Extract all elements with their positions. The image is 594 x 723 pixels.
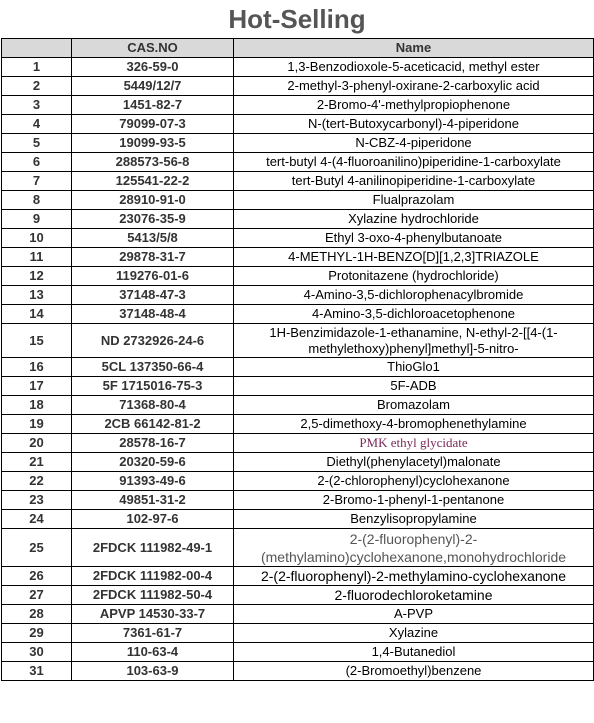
row-name: Bromazolam [234,396,594,415]
table-row [2,286,594,305]
row-name: N-(tert-Butoxycarbonyl)-4-piperidone [234,115,594,134]
row-number: 7 [2,172,72,191]
row-name: A-PVP [234,605,594,624]
row-name: 2,5-dimethoxy-4-bromophenethylamine [234,415,594,434]
row-number: 26 [2,567,72,586]
row-name: Protonitazene (hydrochloride) [234,267,594,286]
table-row [2,491,594,510]
row-cas-no: 7361-61-7 [72,624,234,643]
row-cas-no: 5413/5/8 [72,229,234,248]
row-cas-no: 102-97-6 [72,510,234,529]
row-number: 29 [2,624,72,643]
row-cas-no: 23076-35-9 [72,210,234,229]
table-row [2,453,594,472]
row-cas-no: 37148-48-4 [72,305,234,324]
row-name: PMK ethyl glycidate [234,434,594,453]
table-row [2,210,594,229]
row-number: 30 [2,643,72,662]
row-name: 2-(2-chlorophenyl)cyclohexanone [234,472,594,491]
table-row [2,510,594,529]
row-name: Ethyl 3-oxo-4-phenylbutanoate [234,229,594,248]
table-row [2,305,594,324]
row-cas-no: 103-63-9 [72,662,234,681]
table-row [2,324,594,358]
table-row [2,472,594,491]
row-name: 2-fluorodechloroketamine [234,586,594,605]
row-cas-no: 125541-22-2 [72,172,234,191]
page-title: Hot-Selling [228,3,366,34]
row-number: 1 [2,58,72,77]
table-row [2,396,594,415]
row-cas-no: 49851-31-2 [72,491,234,510]
table-row [2,229,594,248]
table-row [2,77,594,96]
table-row [2,191,594,210]
row-number: 14 [2,305,72,324]
row-number: 18 [2,396,72,415]
table-row [2,529,594,567]
row-number: 9 [2,210,72,229]
row-number: 28 [2,605,72,624]
table-row [2,434,594,453]
table-row [2,115,594,134]
row-name: tert-Butyl 4-anilinopiperidine-1-carboxylate [234,172,594,191]
table-row [2,377,594,396]
row-name: 2-Bromo-4'-methylpropiophenone [234,96,594,115]
header-number [2,39,72,58]
table-row [2,643,594,662]
row-cas-no: 29878-31-7 [72,248,234,267]
row-name: 2-(2-fluorophenyl)-2-(methylamino)cyclohexanone,monohydrochloride [234,529,594,567]
row-number: 5 [2,134,72,153]
row-cas-no: 5449/12/7 [72,77,234,96]
row-number: 4 [2,115,72,134]
row-cas-no: 28578-16-7 [72,434,234,453]
table-row [2,96,594,115]
row-name: 2-(2-fluorophenyl)-2-methylamino-cyclohexanone [234,567,594,586]
row-name: Flualprazolam [234,191,594,210]
row-cas-no: 110-63-4 [72,643,234,662]
row-number: 24 [2,510,72,529]
row-number: 15 [2,324,72,358]
table-row [2,586,594,605]
row-name: Xylazine [234,624,594,643]
row-number: 31 [2,662,72,681]
row-number: 3 [2,96,72,115]
table-row [2,605,594,624]
header-name: Name [234,39,594,58]
table-row [2,358,594,377]
row-number: 11 [2,248,72,267]
row-number: 27 [2,586,72,605]
row-name: (2-Bromoethyl)benzene [234,662,594,681]
row-cas-no: 119276-01-6 [72,267,234,286]
row-number: 16 [2,358,72,377]
product-table [1,38,594,681]
row-cas-no: 37148-47-3 [72,286,234,305]
row-number: 20 [2,434,72,453]
row-cas-no: 326-59-0 [72,58,234,77]
row-cas-no: 2FDCK 111982-49-1 [72,529,234,567]
row-number: 19 [2,415,72,434]
row-name: 1,3-Benzodioxole-5-aceticacid, methyl ester [234,58,594,77]
row-cas-no: ND 2732926-24-6 [72,324,234,358]
row-number: 2 [2,77,72,96]
row-number: 22 [2,472,72,491]
row-cas-no: 2FDCK 111982-00-4 [72,567,234,586]
table-header-row [2,39,594,58]
table-row [2,662,594,681]
row-name: 2-methyl-3-phenyl-oxirane-2-carboxylic acid [234,77,594,96]
row-number: 12 [2,267,72,286]
row-cas-no: 91393-49-6 [72,472,234,491]
row-number: 25 [2,529,72,567]
row-name: 1H-Benzimidazole-1-ethanamine, N-ethyl-2-[[4-(1-methylethoxy)phenyl]methyl]-5-nitro- [234,324,594,358]
row-name: Xylazine hydrochloride [234,210,594,229]
row-cas-no: 19099-93-5 [72,134,234,153]
row-cas-no: 288573-56-8 [72,153,234,172]
table-row [2,267,594,286]
row-name: 5F-ADB [234,377,594,396]
row-cas-no: 5CL 137350-66-4 [72,358,234,377]
row-number: 6 [2,153,72,172]
row-name: 4-Amino-3,5-dichloroacetophenone [234,305,594,324]
row-cas-no: 20320-59-6 [72,453,234,472]
row-cas-no: 79099-07-3 [72,115,234,134]
row-cas-no: 2CB 66142-81-2 [72,415,234,434]
row-cas-no: APVP 14530-33-7 [72,605,234,624]
table-body [2,58,594,681]
row-number: 10 [2,229,72,248]
row-number: 23 [2,491,72,510]
row-name: 1,4-Butanediol [234,643,594,662]
table-row [2,415,594,434]
row-name: N-CBZ-4-piperidone [234,134,594,153]
header-cas-no: CAS.NO [72,39,234,58]
row-cas-no: 28910-91-0 [72,191,234,210]
row-name: 2-Bromo-1-phenyl-1-pentanone [234,491,594,510]
row-number: 17 [2,377,72,396]
row-name: 4-Amino-3,5-dichlorophenacylbromide [234,286,594,305]
row-name: Diethyl(phenylacetyl)malonate [234,453,594,472]
row-name: Benzylisopropylamine [234,510,594,529]
row-cas-no: 5F 1715016-75-3 [72,377,234,396]
row-name: 4-METHYL-1H-BENZO[D][1,2,3]TRIAZOLE [234,248,594,267]
row-number: 13 [2,286,72,305]
row-name: ThioGlo1 [234,358,594,377]
table-row [2,172,594,191]
table-row [2,58,594,77]
table-row [2,248,594,267]
row-cas-no: 1451-82-7 [72,96,234,115]
table-row [2,153,594,172]
row-number: 21 [2,453,72,472]
table-row [2,134,594,153]
table-row [2,567,594,586]
row-name: tert-butyl 4-(4-fluoroanilino)piperidine-1-carboxylate [234,153,594,172]
row-cas-no: 2FDCK 111982-50-4 [72,586,234,605]
row-cas-no: 71368-80-4 [72,396,234,415]
table-row [2,624,594,643]
row-number: 8 [2,191,72,210]
